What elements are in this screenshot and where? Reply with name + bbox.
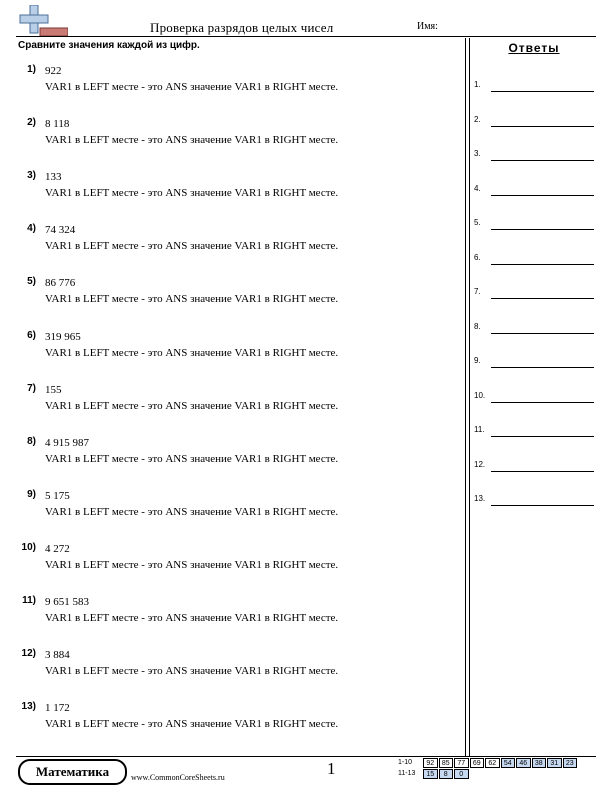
answer-blank[interactable]	[491, 126, 594, 127]
answer-number: 6.	[474, 252, 481, 262]
problem-number: 6)	[27, 329, 36, 341]
answer-row	[474, 115, 596, 127]
problem-item	[18, 223, 458, 263]
score-label-1-10: 1-10	[398, 759, 413, 766]
problem-number: 11)	[22, 595, 36, 606]
answer-row	[474, 287, 596, 299]
problem-item	[18, 330, 458, 370]
answer-blank[interactable]	[491, 436, 594, 437]
problem-number: 12)	[21, 648, 36, 660]
answer-row	[474, 391, 596, 403]
score-row	[423, 769, 578, 780]
problem-sentence: VAR1 в LEFT месте - это ANS значение VAR1 в RIGHT месте.	[45, 612, 339, 624]
problem-item	[18, 701, 458, 741]
problem-sentence: VAR1 в LEFT месте - это ANS значение VAR1 в RIGHT месте.	[45, 718, 339, 731]
problem-value: 74 324	[45, 224, 76, 237]
score-cell: 0	[454, 769, 469, 779]
answer-blank[interactable]	[491, 333, 594, 334]
problem-sentence: VAR1 в LEFT месте - это ANS значение VAR1 в RIGHT месте.	[45, 187, 339, 200]
brand-badge: Математика	[18, 759, 127, 785]
problem-value: 5 175	[45, 489, 70, 502]
answer-blank[interactable]	[491, 505, 594, 506]
score-cell: 62	[485, 758, 500, 768]
answer-blank[interactable]	[491, 264, 594, 265]
problem-value: 9 651 583	[45, 596, 89, 608]
answer-row	[474, 356, 596, 368]
problem-value: 319 965	[45, 330, 81, 343]
column-divider-left	[465, 38, 466, 756]
score-label-11-13: 11-13	[398, 770, 416, 777]
answer-number: 5.	[474, 218, 481, 227]
answer-number: 3.	[474, 149, 481, 158]
problem-sentence: VAR1 в LEFT месте - это ANS значение VAR1 в RIGHT месте.	[45, 346, 339, 359]
problem-sentence: VAR1 в LEFT месте - это ANS значение VAR1 в RIGHT месте.	[45, 505, 339, 518]
name-label: Имя:	[417, 21, 438, 32]
footer-divider	[16, 756, 596, 757]
page-number: 1	[327, 759, 336, 778]
answer-row	[474, 425, 596, 437]
answer-blank[interactable]	[491, 160, 594, 161]
problem-number: 5)	[27, 276, 36, 288]
answer-row	[474, 460, 596, 472]
problem-sentence: VAR1 в LEFT месте - это ANS значение VAR1 в RIGHT месте.	[45, 134, 339, 147]
problem-sentence: VAR1 в LEFT месте - это ANS значение VAR1 в RIGHT месте.	[45, 665, 339, 678]
problem-sentence: VAR1 в LEFT месте - это ANS значение VAR1 в RIGHT месте.	[45, 240, 339, 253]
answer-row	[474, 149, 596, 161]
answer-row	[474, 80, 596, 92]
problem-item	[18, 595, 458, 635]
score-cell: 69	[470, 758, 485, 768]
problem-number: 2)	[27, 117, 36, 129]
problem-value: 4 272	[45, 542, 70, 555]
column-divider-right	[469, 38, 470, 756]
problem-number: 8)	[27, 435, 36, 447]
score-cell: 77	[454, 758, 469, 768]
answer-number: 8.	[474, 321, 481, 331]
answer-number: 10.	[474, 390, 486, 400]
instructions: Сравните значения каждой из цифр.	[18, 40, 200, 51]
answer-number: 7.	[474, 287, 481, 296]
problem-sentence: VAR1 в LEFT месте - это ANS значение VAR1 в RIGHT месте.	[45, 452, 339, 465]
problem-value: 155	[45, 383, 62, 396]
answer-number: 12.	[474, 459, 486, 469]
score-cell: 46	[516, 758, 531, 768]
plus-minus-logo	[18, 5, 68, 37]
problem-number: 7)	[27, 382, 36, 394]
problem-item	[18, 648, 458, 688]
answer-number: 4.	[474, 183, 481, 193]
score-cell: 92	[423, 758, 438, 768]
score-row	[423, 758, 578, 769]
problem-number: 3)	[27, 170, 36, 182]
score-cell: 38	[532, 758, 547, 768]
problem-item	[18, 542, 458, 582]
answer-blank[interactable]	[491, 367, 594, 368]
problem-item	[18, 64, 458, 104]
worksheet-title: Проверка разрядов целых чисел	[150, 20, 334, 35]
problem-value: 133	[45, 171, 62, 184]
answers-title: Ответы	[508, 41, 560, 55]
problem-value: 4 915 987	[45, 436, 89, 449]
problem-sentence: VAR1 в LEFT месте - это ANS значение VAR1 в RIGHT месте.	[45, 399, 339, 412]
problem-item	[18, 489, 458, 529]
problem-number: 10)	[21, 541, 36, 553]
score-cell: 23	[563, 758, 578, 768]
answer-blank[interactable]	[491, 91, 594, 92]
problem-value: 86 776	[45, 277, 76, 290]
problem-value: 1 172	[45, 702, 70, 715]
problem-value: 8 118	[45, 118, 70, 131]
answer-row	[474, 218, 596, 230]
score-table	[423, 758, 578, 780]
answer-blank[interactable]	[491, 229, 594, 230]
score-cell: 54	[501, 758, 516, 768]
problem-item	[18, 117, 458, 157]
answer-row	[474, 494, 596, 506]
problem-number: 1)	[27, 64, 36, 75]
answer-row	[474, 184, 596, 196]
problem-sentence: VAR1 в LEFT месте - это ANS значение VAR1 в RIGHT месте.	[45, 558, 339, 571]
answer-blank[interactable]	[491, 471, 594, 472]
answer-number: 2.	[474, 114, 481, 124]
problem-number: 4)	[27, 223, 36, 235]
answer-number: 11.	[474, 425, 485, 434]
problem-item	[18, 170, 458, 210]
answer-blank[interactable]	[491, 195, 594, 196]
answer-blank[interactable]	[491, 402, 594, 403]
problem-sentence: VAR1 в LEFT месте - это ANS значение VAR1 в RIGHT месте.	[45, 81, 339, 93]
problem-item	[18, 276, 458, 316]
answer-number: 9.	[474, 356, 481, 365]
header-divider	[16, 36, 596, 37]
problem-sentence: VAR1 в LEFT месте - это ANS значение VAR1 в RIGHT месте.	[45, 293, 339, 306]
problem-value: 922	[45, 65, 62, 77]
problem-value: 3 884	[45, 649, 70, 662]
score-cell: 31	[547, 758, 562, 768]
problem-number: 13)	[21, 701, 36, 713]
answer-row	[474, 322, 596, 334]
answer-blank[interactable]	[491, 298, 594, 299]
score-cell: 85	[439, 758, 454, 768]
site-url: www.CommonCoreSheets.ru	[131, 773, 225, 782]
answer-number: 1.	[474, 80, 481, 89]
problem-item	[18, 383, 458, 423]
score-cell: 15	[423, 769, 438, 779]
answer-row	[474, 253, 596, 265]
answer-number: 13.	[474, 494, 486, 503]
problem-number: 9)	[27, 488, 36, 500]
problem-item	[18, 436, 458, 476]
score-cell: 8	[439, 769, 454, 779]
